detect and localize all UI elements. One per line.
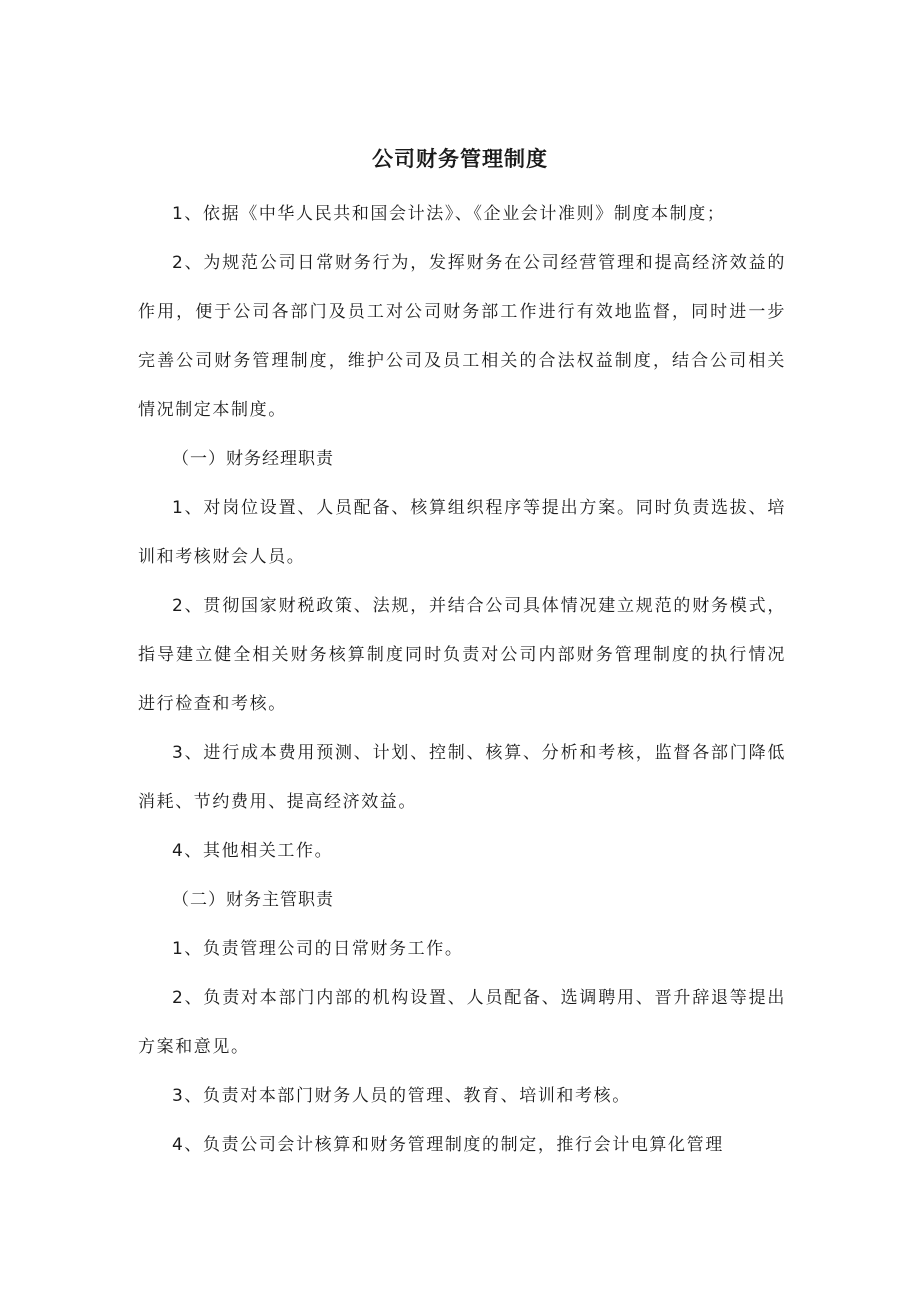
paragraph-supervisor-duty-2: 2、负责对本部门内部的机构设置、人员配备、选调聘用、晋升辞退等提出方案和意见。	[138, 988, 786, 1057]
paragraph-manager-duty-3: 3、进行成本费用预测、计划、控制、核算、分析和考核，监督各部门降低消耗、节约费用、提高经济效益。	[138, 743, 786, 812]
document-title: 公司财务管理制度	[372, 147, 548, 171]
section-heading-finance-supervisor: （二）财务主管职责	[172, 890, 334, 910]
paragraph-supervisor-duty-1: 1、负责管理公司的日常财务工作。	[172, 939, 464, 959]
paragraph-manager-duty-4: 4、其他相关工作。	[172, 841, 334, 861]
document-body	[138, 190, 786, 1170]
section-heading-finance-manager: （一）财务经理职责	[172, 449, 334, 469]
paragraph-supervisor-duty-3: 3、负责对本部门财务人员的管理、教育、培训和考核。	[172, 1086, 631, 1106]
paragraph-purpose: 2、为规范公司日常财务行为，发挥财务在公司经营管理和提高经济效益的作用，便于公司各部门及员工对公司财务部工作进行有效地监督，同时进一步完善公司财务管理制度，维护公司及员工相关的合法权益制度，结合公司相关情况制定本制度。	[138, 253, 786, 420]
paragraph-supervisor-duty-4: 4、负责公司会计核算和财务管理制度的制定，推行会计电算化管理	[172, 1135, 724, 1155]
paragraph-manager-duty-1: 1、对岗位设置、人员配备、核算组织程序等提出方案。同时负责选拔、培训和考核财会人员。	[138, 498, 786, 567]
paragraph-manager-duty-2: 2、贯彻国家财税政策、法规，并结合公司具体情况建立规范的财务模式，指导建立健全相关财务核算制度同时负责对公司内部财务管理制度的执行情况进行检查和考核。	[138, 596, 786, 714]
paragraph-basis: 1、依据《中华人民共和国会计法》、《企业会计准则》制度本制度；	[172, 204, 726, 224]
